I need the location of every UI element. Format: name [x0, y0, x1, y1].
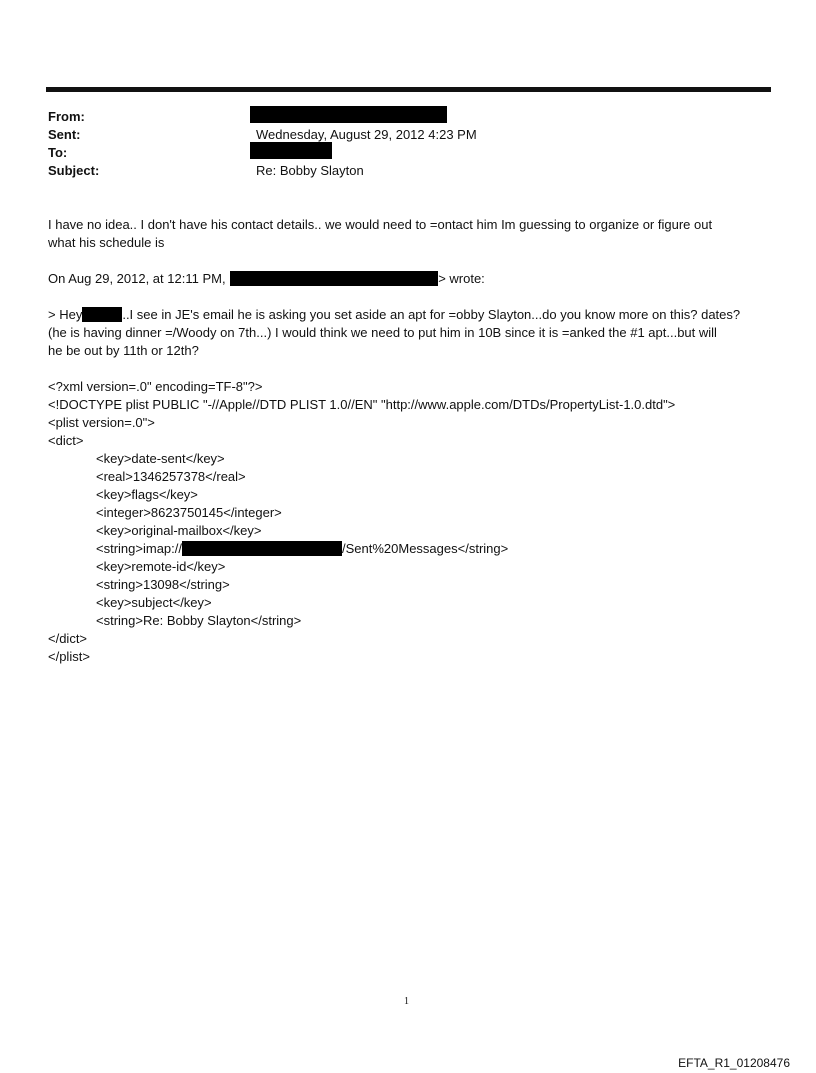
quote-line-1 [48, 306, 740, 324]
real-value: <real>1346257378</real> [96, 469, 246, 484]
sent-label: Sent: [48, 127, 81, 142]
key-flags: <key>flags</key> [96, 487, 198, 502]
quote-line-1-prefix: > Hey [48, 307, 83, 322]
dict-close-tag: </dict> [48, 631, 88, 646]
quote-line-3: he be out by 11th or 12th? [48, 343, 199, 358]
document-id: EFTA_R1_01208476 [678, 1056, 790, 1070]
quote-intro [48, 270, 485, 288]
dict-open-tag: <dict> [48, 433, 84, 448]
redaction-to [250, 142, 332, 159]
header-rule [46, 87, 771, 92]
key-remote-id: <key>remote-id</key> [96, 559, 226, 574]
string-remote-id: <string>13098</string> [96, 577, 230, 592]
quote-intro-prefix: On Aug 29, 2012, at 12:11 PM, [48, 271, 226, 286]
to-label: To: [48, 145, 68, 160]
plist-xml-declaration: <?xml version=.0" encoding=TF-8"?> [48, 379, 263, 394]
string-imap [96, 540, 508, 558]
sent-value: Wednesday, August 29, 2012 4:23 PM [256, 127, 477, 142]
quote-line-2: (he is having dinner =/Woody on 7th...) I would think we need to put him in 10B since it is =anked the #1 apt...but will [48, 325, 717, 340]
reply-line-2: what his schedule is [48, 235, 165, 250]
plist-open-tag: <plist version=.0"> [48, 415, 155, 430]
redaction-sender [230, 271, 438, 286]
string-subject: <string>Re: Bobby Slayton</string> [96, 613, 302, 628]
quote-intro-suffix: > wrote: [438, 271, 485, 286]
reply-line-1: I have no idea.. I don't have his contact details.. we would need to =ontact him Im guessing to organize or figure out [48, 217, 713, 232]
subject-label: Subject: [48, 163, 100, 178]
string-imap-prefix: <string>imap:// [96, 541, 182, 556]
subject-value: Re: Bobby Slayton [256, 163, 364, 178]
key-date-sent: <key>date-sent</key> [96, 451, 225, 466]
redaction-from [250, 106, 447, 123]
from-label: From: [48, 109, 85, 124]
redaction-name [82, 307, 122, 322]
plist-doctype: <!DOCTYPE plist PUBLIC "-//Apple//DTD PLIST 1.0//EN" "http://www.apple.com/DTDs/PropertyList-1.0.dtd"> [48, 397, 676, 412]
quote-line-1-suffix: ..I see in JE's email he is asking you set aside an apt for =obby Slayton...do you know more on this? dates? [122, 307, 741, 322]
string-imap-suffix: /Sent%20Messages</string> [342, 541, 509, 556]
key-subject: <key>subject</key> [96, 595, 212, 610]
page-number: 1 [404, 996, 409, 1007]
plist-close-tag: </plist> [48, 649, 90, 664]
redaction-imap [182, 541, 342, 556]
integer-value: <integer>8623750145</integer> [96, 505, 282, 520]
key-original-mailbox: <key>original-mailbox</key> [96, 523, 262, 538]
